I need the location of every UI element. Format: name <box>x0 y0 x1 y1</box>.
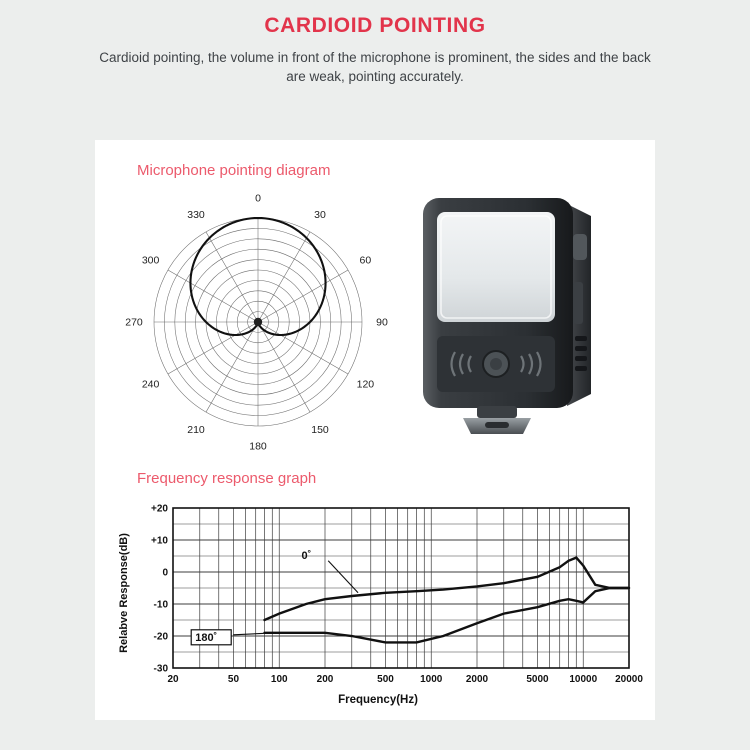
frequency-y-axis-title: Relabve Response(dB) <box>118 533 130 653</box>
device-mount-neck <box>477 406 517 418</box>
frequency-x-tick: 10000 <box>569 674 598 685</box>
frequency-chart-svg <box>113 498 643 708</box>
page-subtitle: Cardioid pointing, the volume in front of the microphone is prominent, the sides and the back are weak, pointing accurately. <box>99 50 651 84</box>
polar-angle-label: 270 <box>125 316 143 329</box>
polar-center-dot <box>254 318 262 326</box>
polar-angle-label: 150 <box>311 423 329 436</box>
frequency-x-tick: 1000 <box>420 674 443 685</box>
frequency-chart-label: Frequency response graph <box>137 470 317 487</box>
frequency-curve-180deg <box>265 588 629 642</box>
frequency-x-tick: 5000 <box>526 674 549 685</box>
frequency-x-tick: 20 <box>167 674 179 685</box>
device-cold-shoe-slot <box>485 422 509 428</box>
frequency-x-axis-title: Frequency(Hz) <box>338 694 418 706</box>
annotation-180-degree: 180˚ <box>195 631 218 644</box>
frequency-curve-0deg <box>265 558 629 620</box>
frequency-grid <box>173 508 629 668</box>
frequency-y-tick: +10 <box>151 535 168 547</box>
frequency-y-tick: +20 <box>151 503 168 515</box>
polar-pattern-chart <box>113 182 403 452</box>
frequency-y-tick: 0 <box>162 567 168 579</box>
device-power-button-inner <box>490 358 502 370</box>
polar-angle-label: 120 <box>356 378 375 391</box>
frequency-curves <box>265 558 629 643</box>
frequency-x-tick: 500 <box>377 674 394 685</box>
polar-angle-label: 180 <box>249 440 267 452</box>
frequency-x-tick: 50 <box>227 674 240 685</box>
device-side-port <box>573 282 583 324</box>
frequency-x-tick: 200 <box>316 674 334 685</box>
page-header <box>0 0 750 86</box>
content-card <box>95 140 655 720</box>
page-title: CARDIOID POINTING <box>264 14 486 37</box>
polar-angle-label: 240 <box>141 378 160 391</box>
device-led-panel <box>437 212 555 322</box>
frequency-y-tick: -10 <box>153 599 168 611</box>
polar-chart-svg <box>113 182 403 452</box>
polar-angle-label: 90 <box>376 316 388 329</box>
annotation-0-degree: 0˚ <box>301 550 312 563</box>
polar-angle-label: 0 <box>255 192 261 205</box>
frequency-x-tick: 2000 <box>465 674 489 685</box>
device-svg <box>415 186 635 446</box>
polar-angle-label: 210 <box>187 423 205 436</box>
microphone-device-photo <box>415 186 635 446</box>
polar-angle-label: 300 <box>141 254 160 267</box>
device-side-button[interactable] <box>573 234 587 260</box>
polar-chart-label: Microphone pointing diagram <box>137 162 331 179</box>
frequency-y-tick: -20 <box>153 631 168 643</box>
polar-angle-label: 30 <box>314 209 326 222</box>
frequency-y-tick: -30 <box>153 663 168 675</box>
frequency-x-tick: 20000 <box>615 674 643 685</box>
polar-angle-label: 60 <box>359 254 372 267</box>
polar-angle-label: 330 <box>187 209 205 222</box>
frequency-response-chart <box>113 498 643 708</box>
frequency-x-tick-labels <box>167 674 643 685</box>
frequency-x-tick: 100 <box>270 674 288 685</box>
frequency-y-tick-labels <box>151 504 168 675</box>
